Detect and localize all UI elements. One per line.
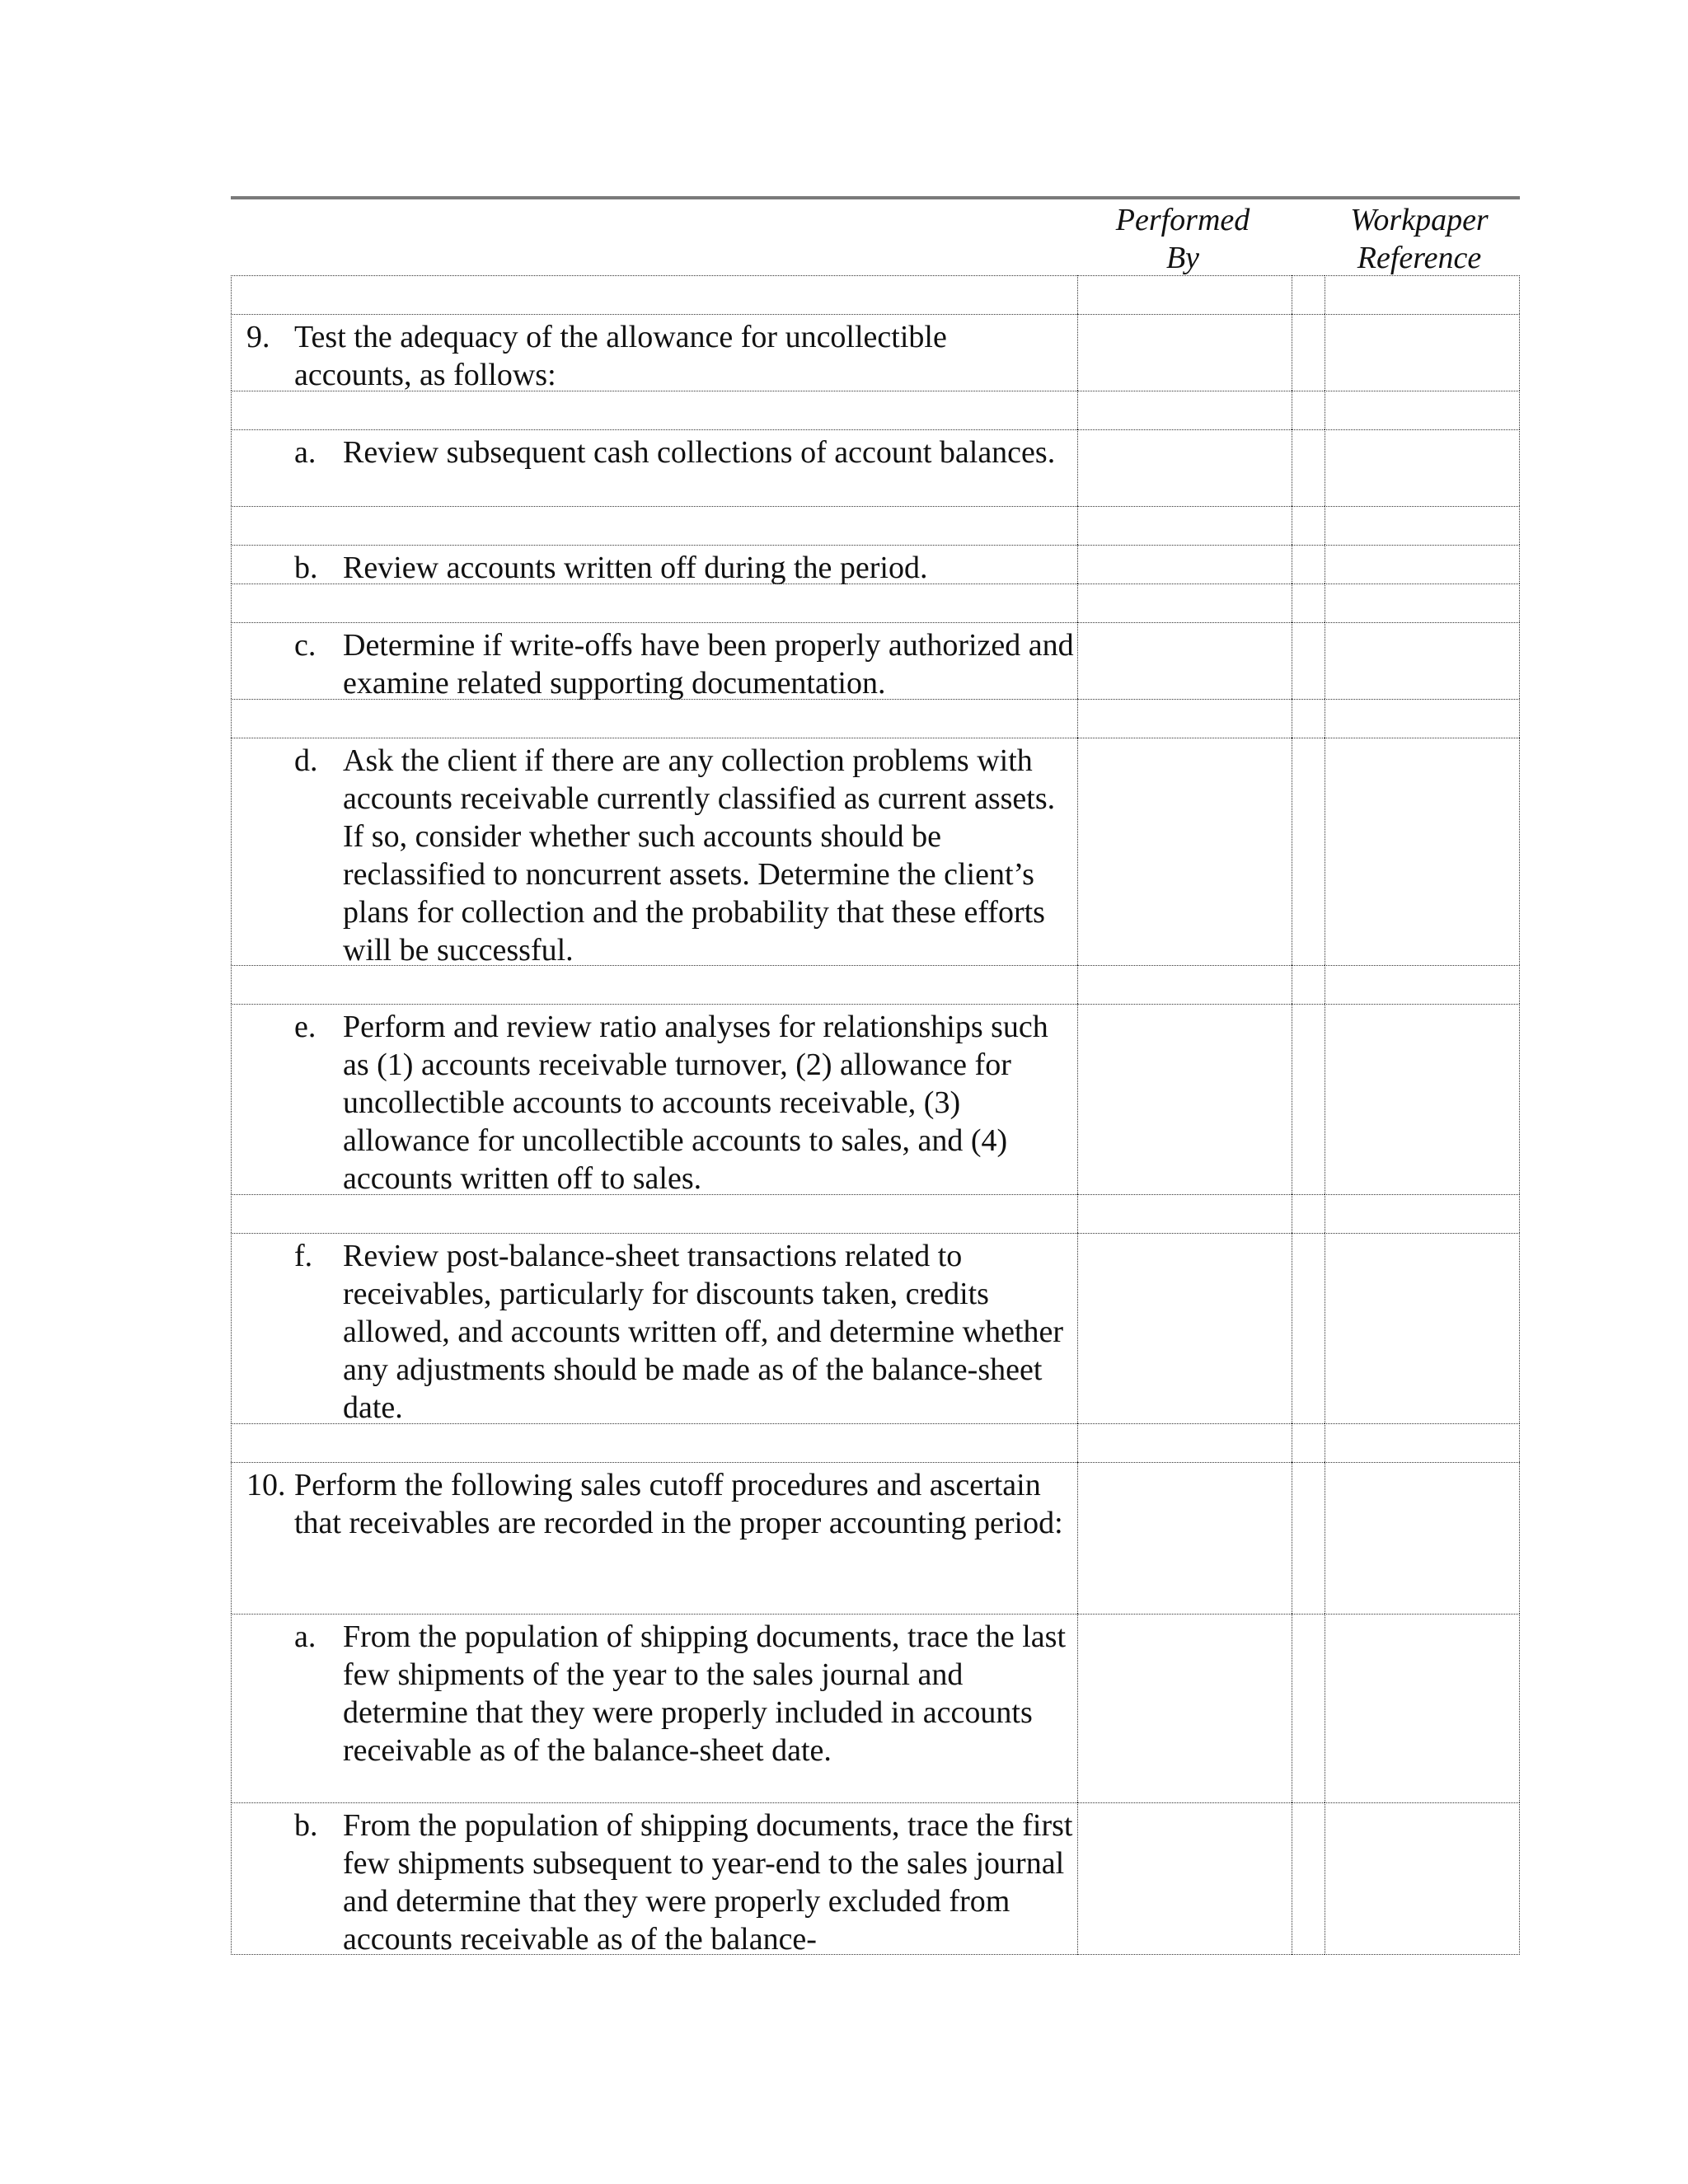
procedure-row-10: [231, 1462, 1520, 1614]
workpaper-reference-cell[interactable]: [1325, 699, 1520, 738]
workpaper-reference-cell[interactable]: [1325, 1004, 1520, 1194]
performed-by-cell[interactable]: [1077, 583, 1292, 622]
description-cell: [231, 965, 1077, 1004]
gap-cell: [1292, 1004, 1325, 1194]
description-cell: [231, 314, 1077, 391]
performed-by-cell[interactable]: [1077, 622, 1292, 699]
description-cell: [231, 1233, 1077, 1423]
procedure-text: Ask the client if there are any collection problems with accounts receivable currently classified as current assets. If so, consider whether such accounts should be reclassified to noncurrent assets. Determine the client’s plans for collection and the probability that these efforts will be successful.: [343, 743, 1056, 968]
workpaper-reference-cell[interactable]: [1325, 965, 1520, 1004]
workpaper-reference-header-line2: Reference: [1357, 241, 1482, 275]
item-letter: a.: [294, 1619, 316, 1654]
procedure-row-10b: [231, 1802, 1520, 1955]
procedure-row-9b: [231, 545, 1520, 583]
procedure-row-9: [231, 314, 1520, 391]
gap-cell: [1292, 965, 1325, 1004]
description-cell: [231, 699, 1077, 738]
description-cell: [231, 1462, 1077, 1614]
workpaper-reference-cell[interactable]: [1325, 429, 1520, 506]
workpaper-reference-cell[interactable]: [1325, 622, 1520, 699]
spacer-row: [231, 275, 1520, 314]
workpaper-reference-cell[interactable]: [1325, 314, 1520, 391]
workpaper-reference-header: [1319, 201, 1520, 277]
gap-cell: [1292, 699, 1325, 738]
workpaper-reference-cell[interactable]: [1325, 275, 1520, 314]
procedure-text: Test the adequacy of the allowance for uncollectible accounts, as follows:: [294, 320, 947, 392]
workpaper-reference-header-line1: Workpaper: [1350, 203, 1489, 237]
description-cell: [231, 429, 1077, 506]
performed-by-cell[interactable]: [1077, 275, 1292, 314]
gap-cell: [1292, 1423, 1325, 1462]
item-letter: d.: [294, 743, 318, 778]
item-letter: b.: [294, 1808, 318, 1843]
gap-cell: [1292, 1802, 1325, 1955]
performed-by-cell[interactable]: [1077, 699, 1292, 738]
performed-by-cell[interactable]: [1077, 965, 1292, 1004]
item-number: 10.: [246, 1468, 286, 1502]
spacer-row: [231, 583, 1520, 622]
gap-cell: [1292, 583, 1325, 622]
gap-cell: [1292, 391, 1325, 429]
gap-cell: [1292, 622, 1325, 699]
description-cell: [231, 622, 1077, 699]
workpaper-reference-cell[interactable]: [1325, 583, 1520, 622]
performed-by-cell[interactable]: [1077, 545, 1292, 583]
procedure-text: Perform the following sales cutoff procedures and ascertain that receivables are recorded in the proper accounting period:: [294, 1468, 1063, 1540]
performed-by-cell[interactable]: [1077, 506, 1292, 545]
description-cell: [231, 391, 1077, 429]
gap-cell: [1292, 1194, 1325, 1233]
workpaper-reference-cell[interactable]: [1325, 391, 1520, 429]
workpaper-reference-cell[interactable]: [1325, 545, 1520, 583]
description-cell: [231, 1194, 1077, 1233]
procedures-table: [231, 275, 1520, 1955]
procedure-row-10a: [231, 1614, 1520, 1802]
workpaper-reference-cell[interactable]: [1325, 1194, 1520, 1233]
performed-by-cell[interactable]: [1077, 1004, 1292, 1194]
performed-by-cell[interactable]: [1077, 1614, 1292, 1802]
procedure-text: Review accounts written off during the period.: [343, 551, 928, 585]
procedure-row-9e: [231, 1004, 1520, 1194]
description-cell: [231, 1423, 1077, 1462]
gap-cell: [1292, 429, 1325, 506]
performed-by-cell[interactable]: [1077, 1194, 1292, 1233]
header-rule: [231, 196, 1520, 199]
item-number: 9.: [246, 320, 270, 354]
performed-by-cell[interactable]: [1077, 1423, 1292, 1462]
gap-cell: [1292, 545, 1325, 583]
gap-cell: [1292, 1614, 1325, 1802]
description-cell: [231, 506, 1077, 545]
procedure-text: From the population of shipping documents, trace the last few shipments of the year to the sales journal and determine that they were properly included in accounts receivable as of the balance-sheet date.: [343, 1619, 1067, 1768]
description-cell: [231, 1614, 1077, 1802]
workpaper-reference-cell[interactable]: [1325, 1233, 1520, 1423]
spacer-row: [231, 699, 1520, 738]
gap-cell: [1292, 738, 1325, 965]
performed-by-cell[interactable]: [1077, 314, 1292, 391]
spacer-row: [231, 965, 1520, 1004]
procedure-row-9c: [231, 622, 1520, 699]
procedure-row-9f: [231, 1233, 1520, 1423]
procedure-text: Perform and review ratio analyses for relationships such as (1) accounts receivable turnover, (2) allowance for uncollectible accounts to accounts receivable, (3) allowance for uncollectible accounts to sales, and (4) accounts written off to sales.: [343, 1010, 1048, 1196]
performed-by-cell[interactable]: [1077, 1233, 1292, 1423]
item-letter: c.: [294, 628, 316, 663]
gap-cell: [1292, 275, 1325, 314]
performed-by-cell[interactable]: [1077, 429, 1292, 506]
procedure-text: From the population of shipping documents, trace the first few shipments subsequent to year-end to the sales journal and determine that they were properly excluded from accounts receivable as of the balance-: [343, 1808, 1073, 1957]
workpaper-reference-cell[interactable]: [1325, 738, 1520, 965]
spacer-row: [231, 1423, 1520, 1462]
gap-cell: [1292, 1233, 1325, 1423]
gap-cell: [1292, 314, 1325, 391]
workpaper-reference-cell[interactable]: [1325, 1614, 1520, 1802]
procedure-row-9a: [231, 429, 1520, 506]
performed-by-header-line1: Performed: [1115, 203, 1250, 237]
item-letter: b.: [294, 551, 318, 585]
description-cell: [231, 1004, 1077, 1194]
workpaper-reference-cell[interactable]: [1325, 1423, 1520, 1462]
performed-by-header-line2: By: [1165, 241, 1200, 275]
spacer-row: [231, 391, 1520, 429]
performed-by-header: [1080, 201, 1286, 277]
description-cell: [231, 1802, 1077, 1955]
procedure-text: Review subsequent cash collections of account balances.: [343, 435, 1056, 470]
spacer-row: [231, 1194, 1520, 1233]
gap-cell: [1292, 506, 1325, 545]
workpaper-reference-cell[interactable]: [1325, 506, 1520, 545]
description-cell: [231, 738, 1077, 968]
description-cell: [231, 583, 1077, 622]
workpaper-reference-cell[interactable]: [1325, 1462, 1520, 1614]
item-letter: e.: [294, 1010, 316, 1044]
description-cell: [231, 545, 1077, 583]
performed-by-cell[interactable]: [1077, 391, 1292, 429]
spacer-row: [231, 506, 1520, 545]
item-letter: f.: [294, 1239, 313, 1273]
performed-by-cell[interactable]: [1077, 738, 1292, 965]
performed-by-cell[interactable]: [1077, 1462, 1292, 1614]
description-cell: [231, 275, 1077, 314]
performed-by-cell[interactable]: [1077, 1802, 1292, 1955]
workpaper-reference-cell[interactable]: [1325, 1802, 1520, 1955]
procedure-text: Determine if write-offs have been properly authorized and examine related supporting documentation.: [343, 628, 1074, 701]
gap-cell: [1292, 1462, 1325, 1614]
procedure-row-9d: [231, 738, 1520, 968]
item-letter: a.: [294, 435, 316, 470]
procedure-text: Review post-balance-sheet transactions related to receivables, particularly for discounts taken, credits allowed, and accounts written off, and determine whether any adjustments should be made as of the balance-sheet date.: [343, 1239, 1064, 1425]
